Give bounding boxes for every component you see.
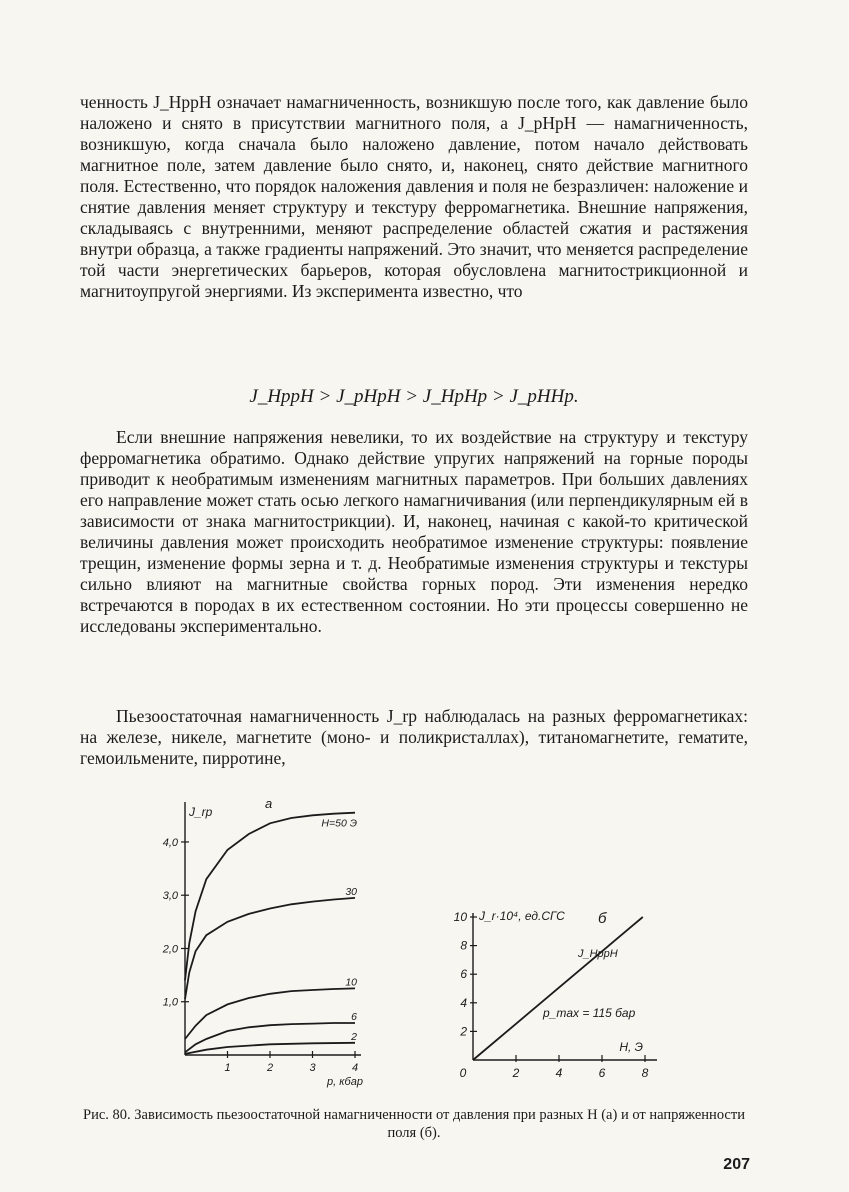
curve-label: J_HppH <box>578 948 618 960</box>
x-axis-label: H, Э <box>619 1040 643 1054</box>
y-tick-label: 1,0 <box>162 996 178 1009</box>
series-line <box>185 988 355 1039</box>
series-label: 6 <box>351 1011 357 1024</box>
page-number: 207 <box>723 1156 750 1173</box>
chart-b <box>440 895 670 1085</box>
y-axis-label: J_rp <box>189 805 213 819</box>
series-label: H=50 Э <box>321 817 357 830</box>
y-tick-label: 8 <box>460 938 467 953</box>
pmax-annotation: p_max = 115 бар <box>543 1006 636 1020</box>
y-tick-label: 2 <box>460 1024 467 1039</box>
series-label: 2 <box>351 1030 357 1043</box>
panel-label-a: а <box>265 796 273 811</box>
panel-label-b: б <box>598 910 607 927</box>
series-label: 30 <box>345 885 357 898</box>
x-tick-label: 4 <box>555 1066 563 1080</box>
paragraph-3-text: Пьезоостаточная намагниченность J_rp наблюдалась на разных ферромагнетиках: на железе, никеле, магнетите (моно- и поликристаллах), титаномагнетите, гематите, гемоильмените, пирротине, <box>80 706 748 768</box>
x-tick-label: 4 <box>351 1062 359 1074</box>
y-axis-label: J_r·10⁴, ед.СГС <box>479 909 565 923</box>
inequality-formula: J_HppH > J_pHpH > J_HpHp > J_pHHp. <box>249 386 579 407</box>
x-tick-label: 8 <box>641 1066 649 1080</box>
y-tick-label: 10 <box>453 910 467 924</box>
y-tick-label: 4,0 <box>162 836 178 849</box>
x-tick-label: 2 <box>512 1066 520 1080</box>
x-tick-label: 6 <box>598 1066 606 1080</box>
paragraph-2-text: Если внешние напряжения невелики, то их воздействие на структуру и текстуру ферромагнетика обратимо. Однако действие упругих напряжений на горные породы приводит к необратимым изменениям магнитных параметров. При больших давлениях его направление может стать осью легкого намагничивания (или перпендикулярным ей в зависимости от знака магнитострикции). И, наконец, начиная с какой-то критической величины давления может происходить необратимое изменение структуры: появление трещин, изменение формы зерна и т. д. Необратимые изменения структуры и текстуры сильно влияют на магнитные свойства горных пород. Эти изменения нередко встречаются в породах в их естественном состоянии. Но эти процессы совершенно не исследованы экспериментально. <box>80 427 748 636</box>
y-tick-label: 3,0 <box>162 890 178 903</box>
x-tick-label: 1 <box>224 1062 231 1074</box>
paragraph-1 <box>80 92 748 302</box>
series-line <box>185 898 355 999</box>
x-tick-label: 0 <box>459 1066 467 1080</box>
paragraph-1-text: ченность J_HppH означает намагниченность, возникшую после того, как давление было наложено и снято в присутствии магнитного поля, а J_pHpH — намагниченность, возникшую, когда сначала было наложено давление, потом начало действовать магнитное поле, затем давление было снято, и, наконец, снято действие магнитного поля. Естественно, что порядок наложения давления и поля не безразличен: наложение и снятие давления меняет структуру и текстуру ферромагнетика. Внешние напряжения, складываясь с внутренними, меняют распределение областей сжатия и растяжения внутри образца, а также градиенты напряжений. Это значит, что меняется распределение той части энергетических барьеров, которая обусловлена магнитострикционной и магнитоупругой энергиями. Из эксперимента известно, что <box>80 92 748 301</box>
y-tick-label: 4 <box>460 995 467 1010</box>
paragraph-3 <box>80 706 748 769</box>
paragraph-2 <box>80 427 748 637</box>
figure-caption: Рис. 80. Зависимость пьезоостаточной намагниченности от давления при разных H (а) и от напряженности поля (б). <box>83 1107 745 1141</box>
x-tick-label: 2 <box>266 1062 274 1074</box>
series-line <box>185 1023 355 1052</box>
series-label: 10 <box>345 976 357 989</box>
series-line <box>185 813 355 981</box>
x-axis-label: p, кбар <box>327 1076 363 1088</box>
chart-a <box>150 790 400 1090</box>
series-line <box>473 917 643 1060</box>
x-tick-label: 3 <box>309 1062 316 1074</box>
y-tick-label: 2,0 <box>162 943 178 956</box>
y-tick-label: 6 <box>460 967 467 982</box>
